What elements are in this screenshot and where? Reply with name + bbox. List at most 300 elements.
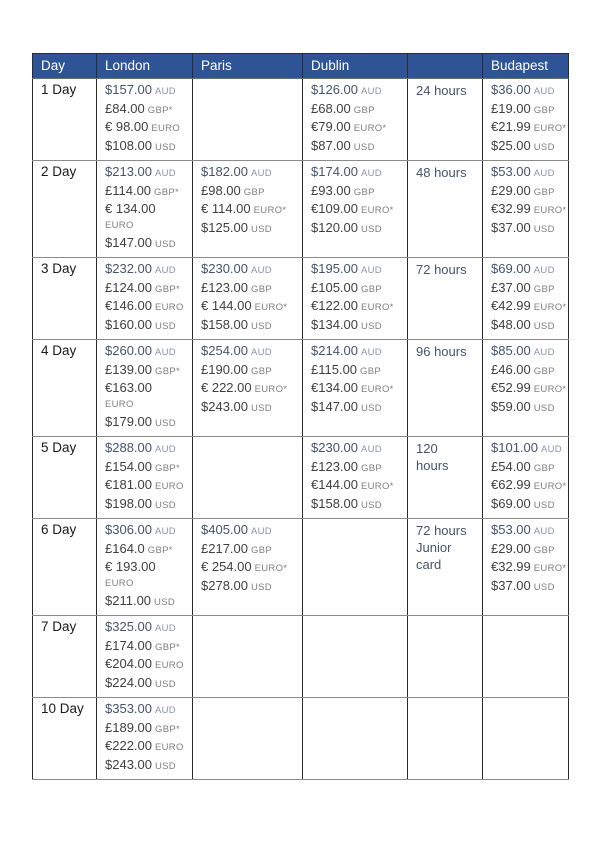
price-line <box>105 541 188 560</box>
currency-unit: AUD <box>155 86 176 97</box>
dublin-price-cell <box>303 519 408 616</box>
price-amount: £139.00 <box>105 361 152 377</box>
budapest-price-cell <box>483 519 569 616</box>
currency-unit: USD <box>533 223 555 235</box>
dublin-price-cell <box>303 340 408 437</box>
currency-unit: GBP* <box>155 462 180 474</box>
price-line <box>105 757 188 776</box>
budapest-price-cell <box>483 437 569 519</box>
price-line <box>491 164 564 183</box>
london-price-cell <box>97 616 193 698</box>
price-amount: $224.00 <box>105 674 152 690</box>
price-amount: $353.00 <box>105 701 152 716</box>
price-amount: €181.00 <box>105 477 152 492</box>
hours-line: 72 hours <box>416 523 467 538</box>
currency-unit: USD <box>251 581 272 593</box>
price-amount: £115.00 <box>311 361 358 377</box>
dublin-price-cell <box>303 616 408 698</box>
currency-unit: USD <box>361 402 382 414</box>
price-amount: €42.99 <box>491 298 531 313</box>
price-amount: £114.00 <box>105 182 152 198</box>
currency-unit: GBP <box>243 186 265 198</box>
price-amount: $134.00 <box>311 316 358 332</box>
london-price-cell <box>97 519 193 616</box>
london-price-cell <box>97 340 193 437</box>
price-line <box>201 261 298 280</box>
dublin-price-cell <box>303 698 408 780</box>
currency-unit: GBP <box>353 104 375 116</box>
price-line <box>311 440 403 459</box>
currency-unit: AUD <box>155 623 176 634</box>
price-line <box>105 656 188 675</box>
paris-price-cell <box>193 437 303 519</box>
currency-unit: AUD <box>155 168 176 179</box>
price-line <box>105 701 188 720</box>
price-line <box>105 343 188 362</box>
price-amount: $101.00 <box>491 440 538 455</box>
price-line <box>491 477 567 496</box>
currency-unit: AUD <box>541 444 562 455</box>
price-amount: £29.00 <box>491 540 531 556</box>
price-line <box>201 343 298 362</box>
price-line <box>311 82 403 101</box>
price-amount: £189.00 <box>105 719 152 735</box>
currency-unit: EURO* <box>361 384 394 395</box>
hours-line: 120 <box>416 441 438 456</box>
price-line <box>491 82 564 101</box>
currency-unit: USD <box>251 402 272 414</box>
paris-price-cell <box>193 519 303 616</box>
price-line <box>491 496 564 515</box>
price-line <box>491 317 564 336</box>
price-amount: £68.00 <box>311 100 351 116</box>
day-cell: 2 Day <box>33 161 97 258</box>
dublin-price-cell <box>303 161 408 258</box>
table-row <box>33 698 569 780</box>
price-line <box>311 201 403 220</box>
currency-unit: EURO* <box>533 481 567 492</box>
currency-unit: GBP* <box>147 544 173 556</box>
price-line <box>201 380 298 399</box>
price-line <box>491 522 564 541</box>
price-line <box>105 675 188 694</box>
currency-unit: USD <box>533 320 555 332</box>
currency-unit: USD <box>155 141 176 153</box>
currency-unit: AUD <box>251 526 272 537</box>
price-line <box>201 183 298 202</box>
currency-unit: GBP <box>353 186 375 198</box>
price-amount: $179.00 <box>105 413 152 429</box>
paris-price-cell <box>193 161 303 258</box>
price-amount: $306.00 <box>105 522 152 537</box>
price-amount: $147.00 <box>105 234 152 250</box>
currency-unit: GBP <box>361 283 382 295</box>
price-amount: $278.00 <box>201 577 248 593</box>
hours-line: 72 hours <box>416 262 467 277</box>
currency-unit: GBP* <box>155 641 180 653</box>
price-amount: €32.99 <box>491 201 531 216</box>
price-line <box>201 317 298 336</box>
day-cell: 5 Day <box>33 437 97 519</box>
currency-unit: EURO* <box>533 563 567 574</box>
currency-unit: USD <box>155 320 176 332</box>
dublin-price-cell <box>303 437 408 519</box>
price-line <box>311 183 403 202</box>
price-line <box>105 82 188 101</box>
currency-unit: EURO* <box>533 302 567 313</box>
price-line <box>105 362 188 381</box>
currency-unit: GBP <box>251 283 272 295</box>
currency-unit: USD <box>155 238 176 250</box>
hours-cell <box>408 519 483 616</box>
price-amount: £123.00 <box>201 279 248 295</box>
price-amount: £46.00 <box>491 361 531 377</box>
price-amount: $254.00 <box>201 343 248 358</box>
col-header-london: London <box>97 54 193 79</box>
currency-unit: GBP* <box>154 186 179 198</box>
price-line <box>491 380 567 399</box>
currency-unit: GBP <box>251 365 272 377</box>
hours-cell <box>408 340 483 437</box>
price-amount: €79.00 <box>311 119 351 134</box>
currency-unit: EURO* <box>533 384 567 395</box>
price-line <box>491 559 567 578</box>
price-line <box>105 414 188 433</box>
price-amount: £37.00 <box>491 279 531 295</box>
price-amount: $157.00 <box>105 82 152 97</box>
price-amount: £19.00 <box>491 100 531 116</box>
currency-unit: GBP <box>533 283 555 295</box>
price-line <box>105 459 188 478</box>
currency-unit: USD <box>361 320 382 332</box>
currency-unit: EURO* <box>254 563 288 574</box>
currency-unit: AUD <box>361 86 382 97</box>
price-amount: $87.00 <box>311 137 351 153</box>
hours-cell <box>408 258 483 340</box>
price-amount: $230.00 <box>201 261 248 276</box>
hours-cell <box>408 437 483 519</box>
currency-unit: AUD <box>251 347 272 358</box>
currency-unit: AUD <box>361 347 382 358</box>
currency-unit: EURO <box>155 481 184 492</box>
price-line <box>105 440 188 459</box>
currency-unit: USD <box>251 223 272 235</box>
currency-unit: USD <box>533 141 555 153</box>
currency-unit: EURO* <box>353 123 387 134</box>
table-row <box>33 437 569 519</box>
price-line <box>201 362 298 381</box>
price-amount: $160.00 <box>105 316 152 332</box>
price-line <box>491 280 564 299</box>
price-amount: $405.00 <box>201 522 248 537</box>
price-amount: €134.00 <box>311 380 358 395</box>
price-line <box>491 261 564 280</box>
price-line <box>491 399 564 418</box>
price-amount: €62.99 <box>491 477 531 492</box>
hours-line: hours <box>416 458 449 473</box>
price-line <box>311 220 403 239</box>
price-amount: $198.00 <box>105 495 152 511</box>
price-amount: $59.00 <box>491 398 531 414</box>
col-header-dublin: Dublin <box>303 54 408 79</box>
price-line <box>105 619 188 638</box>
price-amount: $85.00 <box>491 343 531 358</box>
price-amount: £54.00 <box>491 458 531 474</box>
paris-price-cell <box>193 698 303 780</box>
price-amount: $125.00 <box>201 219 248 235</box>
price-amount: €122.00 <box>311 298 358 313</box>
price-line <box>105 496 188 515</box>
currency-unit: USD <box>155 499 176 511</box>
pricing-table-body <box>33 79 569 780</box>
hours-cell <box>408 616 483 698</box>
currency-unit: USD <box>155 417 176 429</box>
price-amount: £124.00 <box>105 279 152 295</box>
price-line <box>491 459 564 478</box>
currency-unit: AUD <box>533 168 555 179</box>
currency-unit: EURO* <box>254 384 288 395</box>
price-amount: £93.00 <box>311 182 351 198</box>
currency-unit: AUD <box>361 265 382 276</box>
currency-unit: EURO <box>151 123 181 134</box>
table-row <box>33 258 569 340</box>
price-line <box>105 101 188 120</box>
price-amount: $120.00 <box>311 219 358 235</box>
price-amount: $158.00 <box>201 316 248 332</box>
day-cell: 10 Day <box>33 698 97 780</box>
price-line <box>105 638 188 657</box>
price-line <box>105 164 188 183</box>
price-line <box>311 362 403 381</box>
hours-line: 24 hours <box>416 83 467 98</box>
price-line <box>105 317 188 336</box>
currency-unit: AUD <box>361 168 382 179</box>
currency-unit: AUD <box>361 444 382 455</box>
table-header-row <box>33 54 569 79</box>
price-amount: $213.00 <box>105 164 152 179</box>
currency-unit: AUD <box>533 86 555 97</box>
price-line <box>105 559 188 593</box>
day-cell: 4 Day <box>33 340 97 437</box>
dublin-price-cell <box>303 258 408 340</box>
price-amount: £84.00 <box>105 100 145 116</box>
price-amount: $214.00 <box>311 343 358 358</box>
price-line <box>311 138 403 157</box>
currency-unit: AUD <box>155 347 176 358</box>
price-amount: $182.00 <box>201 164 248 179</box>
dublin-price-cell <box>303 79 408 161</box>
table-row <box>33 616 569 698</box>
price-amount: € 134.00 <box>105 201 156 216</box>
currency-unit: EURO* <box>533 123 567 134</box>
price-line <box>311 496 403 515</box>
hours-cell <box>408 161 483 258</box>
price-amount: £164.0 <box>105 540 145 556</box>
hours-line: 48 hours <box>416 165 467 180</box>
budapest-price-cell <box>483 340 569 437</box>
price-line <box>491 101 564 120</box>
price-line <box>105 738 188 757</box>
budapest-price-cell <box>483 258 569 340</box>
price-line <box>491 201 567 220</box>
currency-unit: USD <box>533 499 555 511</box>
price-line <box>105 593 188 612</box>
hours-line: 96 hours <box>416 344 467 359</box>
budapest-price-cell <box>483 616 569 698</box>
currency-unit: GBP <box>533 365 555 377</box>
price-line <box>491 362 564 381</box>
price-amount: $211.00 <box>105 592 152 608</box>
budapest-price-cell <box>483 79 569 161</box>
price-amount: €204.00 <box>105 656 152 671</box>
currency-unit: EURO <box>105 577 134 589</box>
paris-price-cell <box>193 340 303 437</box>
price-amount: $260.00 <box>105 343 152 358</box>
price-amount: € 222.00 <box>201 380 252 395</box>
price-line <box>201 559 298 578</box>
price-line <box>201 399 298 418</box>
hours-line: card <box>416 557 442 572</box>
price-amount: €52.99 <box>491 380 531 395</box>
currency-unit: AUD <box>251 168 272 179</box>
price-line <box>105 235 188 254</box>
price-amount: $53.00 <box>491 522 531 537</box>
price-amount: $288.00 <box>105 440 152 455</box>
price-amount: $69.00 <box>491 261 531 276</box>
london-price-cell <box>97 698 193 780</box>
day-cell: 1 Day <box>33 79 97 161</box>
price-amount: € 114.00 <box>201 201 251 216</box>
currency-unit: EURO <box>155 660 184 671</box>
price-amount: £29.00 <box>491 182 531 198</box>
price-line <box>105 522 188 541</box>
price-line <box>491 183 564 202</box>
price-amount: $37.00 <box>491 219 531 235</box>
price-amount: € 254.00 <box>201 559 252 574</box>
price-amount: $36.00 <box>491 82 531 97</box>
price-amount: €21.99 <box>491 119 531 134</box>
price-line <box>105 261 188 280</box>
price-amount: $147.00 <box>311 398 358 414</box>
price-line <box>311 164 403 183</box>
currency-unit: AUD <box>155 526 176 537</box>
price-amount: $108.00 <box>105 137 152 153</box>
london-price-cell <box>97 258 193 340</box>
col-header-paris: Paris <box>193 54 303 79</box>
currency-unit: GBP* <box>155 283 180 295</box>
price-line <box>491 541 564 560</box>
currency-unit: GBP* <box>155 723 180 735</box>
currency-unit: AUD <box>533 526 555 537</box>
budapest-price-cell <box>483 698 569 780</box>
col-header-day: Day <box>33 54 97 79</box>
price-amount: $325.00 <box>105 619 152 634</box>
london-price-cell <box>97 161 193 258</box>
day-cell: 3 Day <box>33 258 97 340</box>
hours-cell <box>408 698 483 780</box>
currency-unit: USD <box>361 499 382 511</box>
price-line <box>201 541 298 560</box>
price-line <box>105 720 188 739</box>
currency-unit: GBP <box>533 104 555 116</box>
price-amount: £105.00 <box>311 279 358 295</box>
currency-unit: EURO* <box>254 302 288 313</box>
price-line <box>311 459 403 478</box>
currency-unit: AUD <box>155 705 176 716</box>
currency-unit: EURO* <box>361 302 394 313</box>
currency-unit: AUD <box>155 444 176 455</box>
currency-unit: USD <box>533 581 555 593</box>
price-amount: $37.00 <box>491 577 531 593</box>
paris-price-cell <box>193 616 303 698</box>
price-amount: £98.00 <box>201 182 241 198</box>
price-amount: €109.00 <box>311 201 358 216</box>
currency-unit: GBP* <box>147 104 173 116</box>
price-line <box>105 477 188 496</box>
price-amount: €144.00 <box>311 477 358 492</box>
price-amount: $126.00 <box>311 82 358 97</box>
currency-unit: USD <box>251 320 272 332</box>
currency-unit: USD <box>353 141 375 153</box>
price-line <box>105 183 188 202</box>
currency-unit: EURO* <box>361 205 394 216</box>
price-amount: £217.00 <box>201 540 248 556</box>
price-line <box>491 440 564 459</box>
price-line <box>491 298 567 317</box>
currency-unit: USD <box>154 596 175 608</box>
price-amount: $195.00 <box>311 261 358 276</box>
table-row <box>33 519 569 616</box>
price-line <box>105 298 188 317</box>
price-amount: $243.00 <box>105 756 152 772</box>
price-line <box>201 578 298 597</box>
currency-unit: USD <box>155 760 176 772</box>
currency-unit: USD <box>155 678 176 690</box>
price-line <box>311 477 403 496</box>
budapest-price-cell <box>483 161 569 258</box>
price-line <box>311 298 403 317</box>
price-amount: $174.00 <box>311 164 358 179</box>
price-line <box>311 280 403 299</box>
price-amount: € 193.00 <box>105 559 156 574</box>
price-amount: £174.00 <box>105 637 152 653</box>
price-amount: € 98.00 <box>105 119 149 134</box>
price-amount: £123.00 <box>311 458 358 474</box>
day-cell: 6 Day <box>33 519 97 616</box>
currency-unit: EURO* <box>361 481 394 492</box>
price-amount: € 144.00 <box>201 298 252 313</box>
currency-unit: EURO <box>105 219 134 231</box>
table-row <box>33 79 569 161</box>
price-line <box>491 119 567 138</box>
currency-unit: GBP <box>533 462 555 474</box>
currency-unit: USD <box>361 223 382 235</box>
currency-unit: GBP <box>251 544 272 556</box>
price-amount: €32.99 <box>491 559 531 574</box>
price-line <box>311 380 403 399</box>
currency-unit: AUD <box>155 265 176 276</box>
price-line <box>311 101 403 120</box>
price-line <box>105 138 188 157</box>
price-line <box>201 298 298 317</box>
currency-unit: AUD <box>251 265 272 276</box>
price-line <box>491 578 564 597</box>
col-header-hours <box>408 54 483 79</box>
price-amount: £154.00 <box>105 458 152 474</box>
price-amount: $158.00 <box>311 495 358 511</box>
currency-unit: EURO <box>155 302 184 313</box>
london-price-cell <box>97 79 193 161</box>
